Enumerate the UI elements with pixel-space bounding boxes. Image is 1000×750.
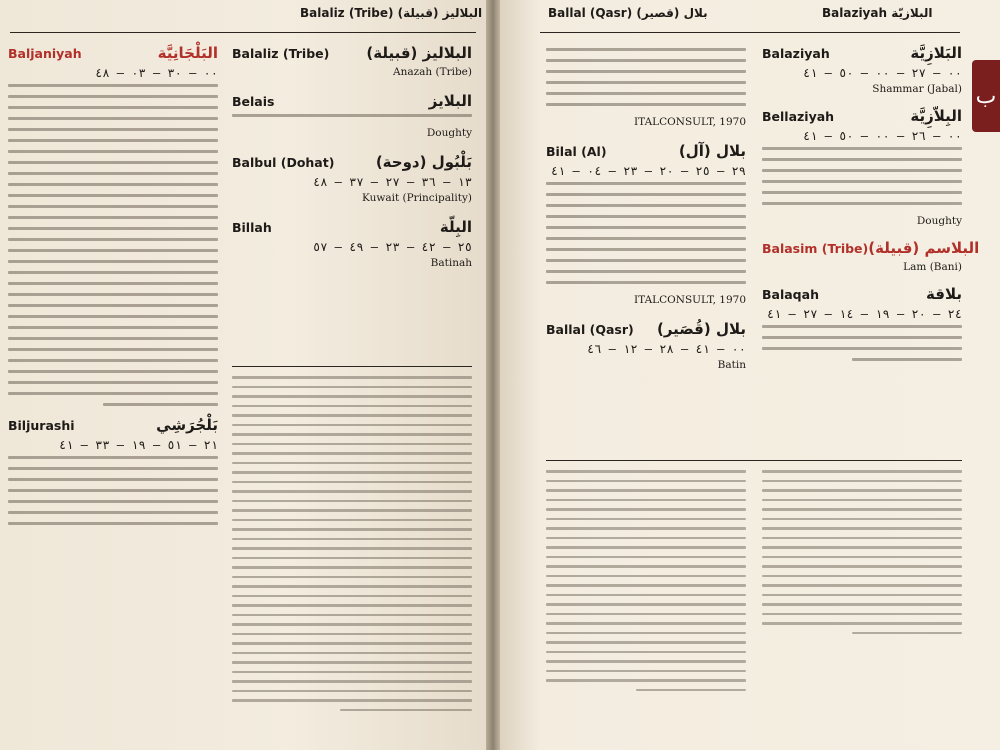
body-text (232, 114, 472, 117)
entry-head (232, 218, 472, 236)
entry-arabic: البلايز (428, 92, 472, 110)
entry-head (8, 44, 218, 62)
entry-ref: Doughty (916, 215, 962, 227)
footnotes (546, 470, 746, 691)
right-header-rule (540, 32, 960, 33)
entry-latin: Biljurashi (8, 418, 75, 433)
entry-codes: ١٣ – ٣٦ – ٢٧ – ٣٧ – ٤٨ (312, 175, 472, 189)
entry-latin: Bilal (Al) (546, 144, 607, 159)
entry-head (762, 285, 962, 303)
entry-ref: Doughty (426, 127, 472, 139)
entry-codes: ٢١ – ٥١ – ١٩ – ٣٣ – ٤١ (58, 438, 218, 452)
entry-ref: ITALCONSULT, 1970 (634, 294, 746, 306)
entry-arabic: بلال (آل) (678, 142, 746, 160)
entry-arabic: بلال (قُصَير) (656, 320, 746, 338)
entry-ref: Batinah (430, 257, 472, 269)
entry-head (8, 416, 218, 434)
entry-latin: Bellaziyah (762, 109, 835, 124)
entry-codes: ٠٠ – ٣٠ – ٠٣ – ٤٨ (95, 66, 218, 80)
body-text (546, 182, 746, 284)
entry-codes: ٠٠ – ٤١ – ٢٨ – ١٢ – ٤٦ (586, 342, 746, 356)
entry-head (762, 239, 980, 257)
entry-latin: Belais (232, 94, 275, 109)
entry-arabic: البِلّة (439, 218, 472, 236)
right-page-header-right: Balaziyah البلازيّة (822, 6, 933, 20)
right-page-right-column (762, 44, 980, 371)
entry-head (546, 320, 746, 338)
entry-latin: Baljaniyah (8, 46, 82, 61)
entry-latin: Balbul (Dohat) (232, 155, 335, 170)
right-page-left-column (546, 44, 746, 374)
entry-ref: Anazah (Tribe) (392, 66, 472, 78)
entry-codes: ٠٠ – ٢٦ – ٠٠ – ٥٠ – ٤١ (802, 129, 962, 143)
entry-arabic: البلاسم (قبيلة) (868, 239, 980, 257)
footnote-rule (546, 460, 962, 461)
entry-arabic: بلاقة (926, 285, 962, 303)
entry-arabic: البَلْجَانِيَّة (157, 44, 218, 62)
left-page-header: Balaliz (Tribe) (البلاليز (قبيلة (300, 6, 483, 20)
entry-latin: Balaziyah (762, 46, 830, 61)
entry-latin: Ballal (Qasr) (546, 322, 634, 337)
entry-ref: ITALCONSULT, 1970 (634, 116, 746, 128)
entry-head (232, 44, 472, 62)
entry-ref: Shammar (Jabal) (872, 83, 962, 95)
footnotes (762, 470, 962, 634)
left-page-left-column (8, 44, 218, 535)
entry-latin: Balaqah (762, 287, 819, 302)
entry-codes: ٠٠ – ٢٧ – ٠٠ – ٥٠ – ٤١ (802, 66, 962, 80)
entry-head (546, 142, 746, 160)
entry-ref: Batin (717, 359, 746, 371)
entry-head (232, 92, 472, 110)
body-text (8, 84, 218, 406)
entry-head (762, 44, 962, 62)
entry-codes: ٢٤ – ٢٠ – ١٩ – ١٤ – ٢٧ – ٤١ (766, 307, 962, 321)
body-text (546, 48, 746, 106)
entry-arabic: البِلاّزِيَّة (910, 107, 962, 125)
entry-codes: ٢٥ – ٤٢ – ٢٣ – ٤٩ – ٥٧ (312, 240, 472, 254)
body-text (8, 456, 218, 525)
entry-ref: Kuwait (Principality) (361, 192, 472, 204)
body-text (762, 147, 962, 205)
entry-arabic: البلاليز (قبيلة) (366, 44, 472, 62)
right-page-header-left: Ballal (Qasr) (بلال (قصير (548, 6, 708, 20)
entry-latin: Billah (232, 220, 272, 235)
entry-arabic: بَلْجُرَشِي (156, 416, 218, 434)
entry-arabic: البَلازِيَّة (910, 44, 962, 62)
entry-arabic: بَلْبُول (دوحة) (375, 153, 472, 171)
entry-latin: Balasim (Tribe) (762, 241, 869, 256)
left-header-rule (10, 32, 476, 33)
footnote-rule (232, 366, 472, 367)
entry-head (232, 153, 472, 171)
entry-codes: ٢٩ – ٢٥ – ٢٠ – ٢٣ – ٠٤ – ٤١ (550, 164, 746, 178)
footnotes (232, 376, 472, 711)
section-tab: ب (972, 60, 1000, 132)
body-text (762, 325, 962, 361)
entry-latin: Balaliz (Tribe) (232, 46, 330, 61)
left-page-right-column (232, 44, 472, 272)
book-spine (486, 0, 500, 750)
right-page (500, 0, 1000, 750)
entry-head (762, 107, 962, 125)
entry-ref: Lam (Bani) (903, 261, 962, 273)
left-page (0, 0, 486, 750)
